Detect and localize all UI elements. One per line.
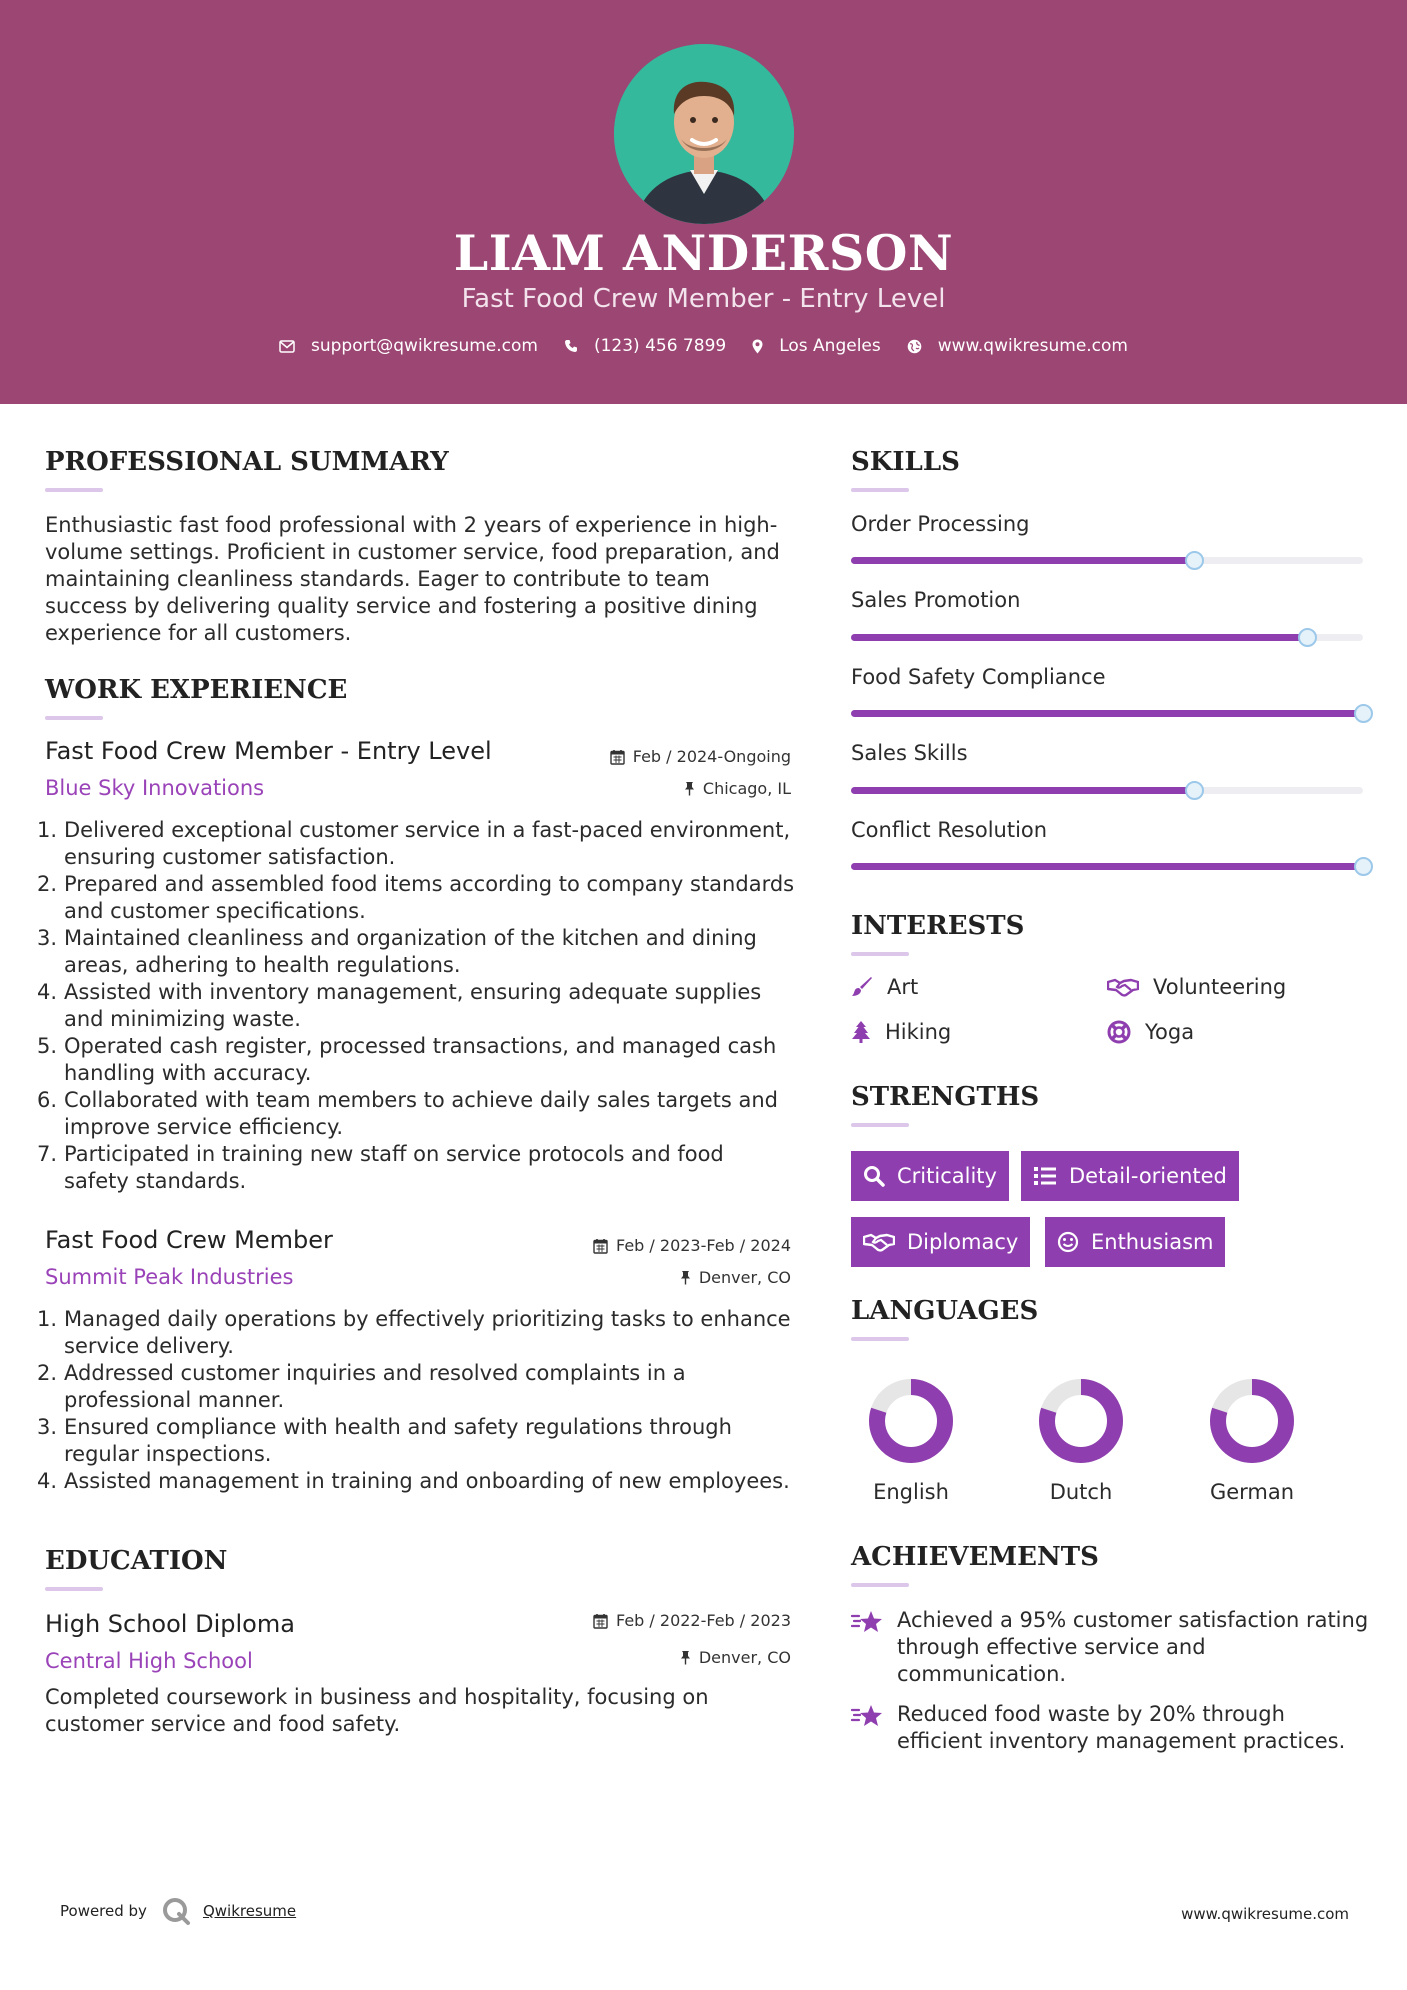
skill-bar-knob — [1354, 704, 1373, 723]
resume-header — [0, 0, 1407, 404]
contact-website[interactable] — [907, 336, 1128, 356]
globe-icon — [907, 339, 922, 354]
handshake-icon — [1107, 977, 1139, 997]
strength-tag: Diplomacy — [851, 1217, 1030, 1267]
language-item — [1192, 1376, 1312, 1504]
smile-icon — [1057, 1231, 1079, 1253]
job-company: Blue Sky Innovations — [45, 776, 265, 800]
interest-item: Art — [851, 975, 918, 999]
skill-label: Order Processing — [851, 512, 1030, 536]
education-description: Completed coursework in business and hospitality, focusing on customer service and food safety. — [45, 1685, 709, 1736]
qwikresume-logo-icon — [161, 1896, 191, 1926]
list-item: 2. Addressed customer inquiries and resolved complaints in a professional manner. — [37, 1361, 686, 1412]
education-heading: EDUCATION — [45, 1546, 228, 1576]
interest-item: Yoga — [1107, 1020, 1194, 1044]
strengths-underline — [851, 1123, 909, 1127]
summary-heading: PROFESSIONAL SUMMARY — [45, 447, 449, 477]
strength-tag: Detail-oriented — [1021, 1151, 1239, 1201]
school-name: Central High School — [45, 1649, 253, 1673]
language-item — [851, 1376, 971, 1504]
skill-bar-knob — [1354, 857, 1373, 876]
job-location-text: Denver, CO — [698, 1268, 791, 1287]
achievement-item: Achieved a 95% customer satisfaction rating through effective service and communication. — [851, 1607, 1371, 1688]
profile-photo — [614, 44, 794, 224]
skill-label: Sales Promotion — [851, 588, 1021, 612]
language-donut — [1207, 1376, 1297, 1466]
life-ring-icon — [1107, 1020, 1131, 1044]
list-item: 6. Collaborated with team members to achieve daily sales targets and improve service efficiency. — [37, 1088, 778, 1139]
pushpin-icon — [684, 781, 695, 796]
footer-powered-by — [60, 1896, 296, 1926]
list-item: 7. Participated in training new staff on service protocols and food safety standards. — [37, 1142, 724, 1193]
list-item: 4. Assisted management in training and onboarding of new employees. — [37, 1469, 790, 1493]
skill-bar-fill — [851, 634, 1307, 641]
envelope-icon — [279, 340, 295, 353]
qwikresume-link[interactable]: Qwikresume — [202, 1902, 297, 1920]
map-pin-icon — [752, 339, 763, 354]
education-location — [680, 1648, 791, 1667]
summary-underline — [45, 488, 103, 492]
interests-underline — [851, 952, 909, 956]
calendar-icon — [593, 1613, 608, 1629]
education-underline — [45, 1587, 103, 1591]
skill-bar — [851, 557, 1363, 564]
skill-label: Conflict Resolution — [851, 818, 1048, 842]
footer-url[interactable]: www.qwikresume.com — [1181, 1905, 1349, 1923]
phone-icon — [564, 339, 578, 353]
language-label: German — [1209, 1480, 1295, 1504]
languages-heading: LANGUAGES — [851, 1296, 1039, 1326]
job-location — [684, 779, 791, 798]
website-text: www.qwikresume.com — [937, 336, 1128, 356]
summary-text: Enthusiastic fast food professional with 2 years of experience in high-volume settings. Proficient in customer service, food preparation, and maintaining cleanliness standards. Eager to contribute to team success by delivering quality service and fostering a positive dining experience for all customers. — [45, 513, 780, 645]
handshake-icon — [863, 1232, 895, 1252]
list-item: 1. Managed daily operations by effectively prioritizing tasks to enhance service delivery. — [37, 1307, 791, 1358]
job-title: Fast Food Crew Member — [45, 1226, 333, 1254]
education-dates-text: Feb / 2022-Feb / 2023 — [616, 1611, 791, 1630]
email-text: support@qwikresume.com — [311, 336, 538, 356]
skill-bar — [851, 787, 1363, 794]
skill-bar — [851, 634, 1363, 641]
skills-underline — [851, 488, 909, 492]
education-location-text: Denver, CO — [698, 1648, 791, 1667]
list-icon — [1033, 1166, 1057, 1186]
skill-bar — [851, 710, 1363, 717]
contact-location — [752, 336, 881, 356]
pushpin-icon — [680, 1650, 691, 1665]
skill-bar-fill — [851, 710, 1363, 717]
interests-heading: INTERESTS — [851, 911, 1025, 941]
skill-bar-knob — [1185, 551, 1204, 570]
job-duties-list — [37, 817, 795, 1195]
list-item: 5. Operated cash register, processed transactions, and managed cash handling with accuracy. — [37, 1034, 777, 1085]
shooting-star-icon — [851, 1609, 885, 1635]
contact-email[interactable] — [279, 336, 538, 356]
phone-text: (123) 456 7899 — [593, 336, 727, 356]
education-dates — [593, 1611, 791, 1630]
interest-item: Hiking — [851, 1020, 951, 1044]
language-item — [1021, 1376, 1141, 1504]
job-dates — [610, 747, 791, 766]
paintbrush-icon — [851, 976, 873, 998]
skill-bar-fill — [851, 787, 1194, 794]
language-donut — [1036, 1376, 1126, 1466]
job-location — [680, 1268, 791, 1287]
job-duties-list — [37, 1306, 795, 1495]
interest-item: Volunteering — [1107, 975, 1286, 999]
strengths-heading: STRENGTHS — [851, 1082, 1040, 1112]
list-item: 3. Ensured compliance with health and safety regulations through regular inspections. — [37, 1415, 732, 1466]
experience-heading: WORK EXPERIENCE — [45, 675, 348, 705]
list-item: 2. Prepared and assembled food items according to company standards and customer specifications. — [37, 872, 795, 923]
skills-heading: SKILLS — [851, 447, 960, 477]
person-avatar-icon — [614, 44, 794, 224]
skill-label: Sales Skills — [851, 741, 968, 765]
language-label: English — [873, 1480, 949, 1504]
skill-bar — [851, 863, 1363, 870]
pushpin-icon — [680, 1270, 691, 1285]
contact-bar — [0, 336, 1407, 356]
list-item: 1. Delivered exceptional customer service in a fast-paced environment, ensuring customer satisfaction. — [37, 818, 791, 869]
language-donut — [866, 1376, 956, 1466]
languages-underline — [851, 1337, 909, 1341]
calendar-icon — [593, 1238, 608, 1254]
search-icon — [863, 1165, 885, 1187]
job-dates-text: Feb / 2024-Ongoing — [632, 747, 791, 766]
location-text: Los Angeles — [779, 336, 881, 356]
job-company: Summit Peak Industries — [45, 1265, 294, 1289]
powered-by-text: Powered by — [60, 1902, 147, 1920]
strength-tag: Enthusiasm — [1045, 1217, 1225, 1267]
degree-title: High School Diploma — [45, 1610, 295, 1638]
tree-icon — [851, 1020, 871, 1044]
job-dates-text: Feb / 2023-Feb / 2024 — [616, 1236, 791, 1255]
skill-bar-fill — [851, 557, 1194, 564]
job-title: Fast Food Crew Member - Entry Level — [45, 737, 492, 765]
skill-label: Food Safety Compliance — [851, 665, 1106, 689]
strength-tag: Criticality — [851, 1151, 1009, 1201]
experience-underline — [45, 716, 103, 720]
achievements-heading: ACHIEVEMENTS — [851, 1542, 1099, 1572]
candidate-name: LIAM ANDERSON — [453, 224, 954, 282]
achievements-underline — [851, 1583, 909, 1587]
achievement-item: Reduced food waste by 20% through efficient inventory management practices. — [851, 1701, 1371, 1755]
shooting-star-icon — [851, 1703, 885, 1729]
list-item: 4. Assisted with inventory management, ensuring adequate supplies and minimizing waste. — [37, 980, 762, 1031]
calendar-icon — [610, 749, 625, 765]
skill-bar-knob — [1298, 628, 1317, 647]
job-dates — [593, 1236, 791, 1255]
skill-bar-fill — [851, 863, 1363, 870]
list-item: 3. Maintained cleanliness and organization of the kitchen and dining areas, adhering to health regulations. — [37, 926, 757, 977]
language-label: Dutch — [1049, 1480, 1113, 1504]
contact-phone[interactable] — [564, 336, 726, 356]
job-location-text: Chicago, IL — [702, 779, 791, 798]
candidate-title: Fast Food Crew Member - Entry Level — [461, 284, 946, 314]
skill-bar-knob — [1185, 781, 1204, 800]
